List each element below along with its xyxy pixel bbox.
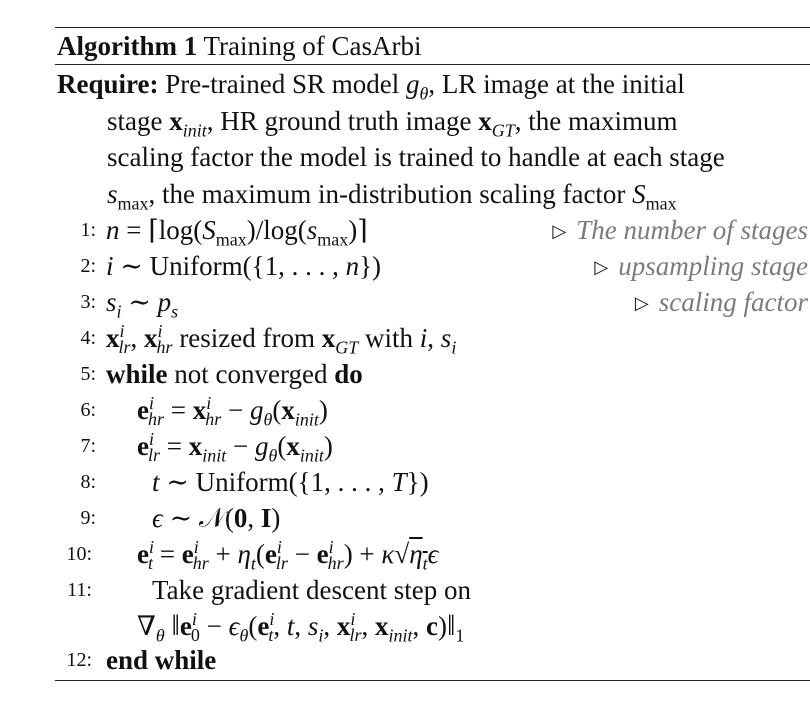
step-8-code: t ∼ Uniform({1, . . . , T}) <box>152 467 429 497</box>
line-number: 11: <box>67 579 92 601</box>
require-line-2: stage $x_{init}$, HR ground truth image $x_{GT}$, the maximum <box>107 105 678 140</box>
require-line-3: scaling factor the model is trained to handle at each stage <box>107 142 725 172</box>
step-11 <box>0 572 810 608</box>
line-number: 10: <box>66 543 92 565</box>
line-number: 4: <box>80 327 96 349</box>
step-8 <box>0 464 810 500</box>
step-2 <box>0 248 810 284</box>
step-2-code: i ∼ Uniform({1, . . . , n}) <box>106 251 382 281</box>
step-11-code: Take gradient descent step on <box>152 575 471 605</box>
step-3 <box>0 284 810 320</box>
line-number: 8: <box>80 471 96 493</box>
algorithm-label: Algorithm 1 <box>57 31 198 61</box>
step-10-code: $e^i_t = e^i_{hr} + \eta_t(e^i_{lr} - e^i_{hr}) + \kappa√\eta_t\epsilon$ <box>137 537 439 574</box>
step-6 <box>0 392 810 428</box>
step-10 <box>0 536 810 572</box>
step-11-formula <box>0 608 810 644</box>
step-7 <box>0 428 810 464</box>
triangle-right-icon: ▷ <box>594 257 609 277</box>
step-4 <box>0 320 810 356</box>
algorithm-title <box>57 30 422 62</box>
require-block <box>57 66 807 212</box>
step-6-code: $e^i_{hr} = x^i_{hr} - g_\theta(x_{init})$ <box>137 393 328 430</box>
bottom-rule <box>55 680 810 681</box>
triangle-right-icon: ▷ <box>634 293 649 313</box>
step-2-comment: ▷ upsampling stage <box>594 251 808 281</box>
line-number: 9: <box>80 507 96 529</box>
step-1-comment: ▷ The number of stages <box>552 215 808 245</box>
step-1 <box>0 212 810 248</box>
line-number: 3: <box>80 291 96 313</box>
step-9-code: ϵ ∼ 𝒩(0, I) <box>152 503 281 533</box>
require-line-1: Require: Pre-trained SR model $g_\theta$, LR image at the initial <box>57 69 685 104</box>
step-12 <box>0 642 810 678</box>
top-rule <box>55 27 810 28</box>
step-4-code: $x^i_{lr}$, $x^i_{hr}$ resized from $x_{GT}$ with i, $s_i$ <box>106 321 457 358</box>
line-number: 1: <box>80 219 96 241</box>
require-keyword: Require: <box>57 69 159 99</box>
step-7-code: $e^i_{lr} = x_{init} - g_\theta(x_{init})$ <box>137 429 333 466</box>
line-number: 12: <box>66 649 92 671</box>
require-line-4: $s_{max}$, the maximum in-distribution scaling factor $S_{max}$ <box>107 178 677 213</box>
step-5 <box>0 356 810 392</box>
algorithm-name: Training of CasArbi <box>203 31 422 61</box>
line-number: 6: <box>80 399 96 421</box>
line-number: 7: <box>80 435 96 457</box>
title-rule <box>55 64 810 65</box>
step-5-code: while not converged do <box>106 359 363 389</box>
triangle-right-icon: ▷ <box>552 221 567 241</box>
step-1-code: $n = ⌈\log(S_{max})/\log(s_{max})⌉$ <box>106 215 368 250</box>
step-3-comment: ▷ scaling factor <box>634 287 808 317</box>
step-9 <box>0 500 810 536</box>
step-12-code: end while <box>106 645 217 675</box>
step-3-code: $s_i$ ∼ $p_s$ <box>106 287 179 322</box>
step-11-formula-code: $\nabla_\theta$ $‖e^i_0 - \epsilon_\theta(e^i_t$, t, $s_i$, $x^i_{lr}$, $x_{init}$, $c)‖_1$ <box>137 609 465 646</box>
line-number: 2: <box>80 255 96 277</box>
line-number: 5: <box>80 363 96 385</box>
